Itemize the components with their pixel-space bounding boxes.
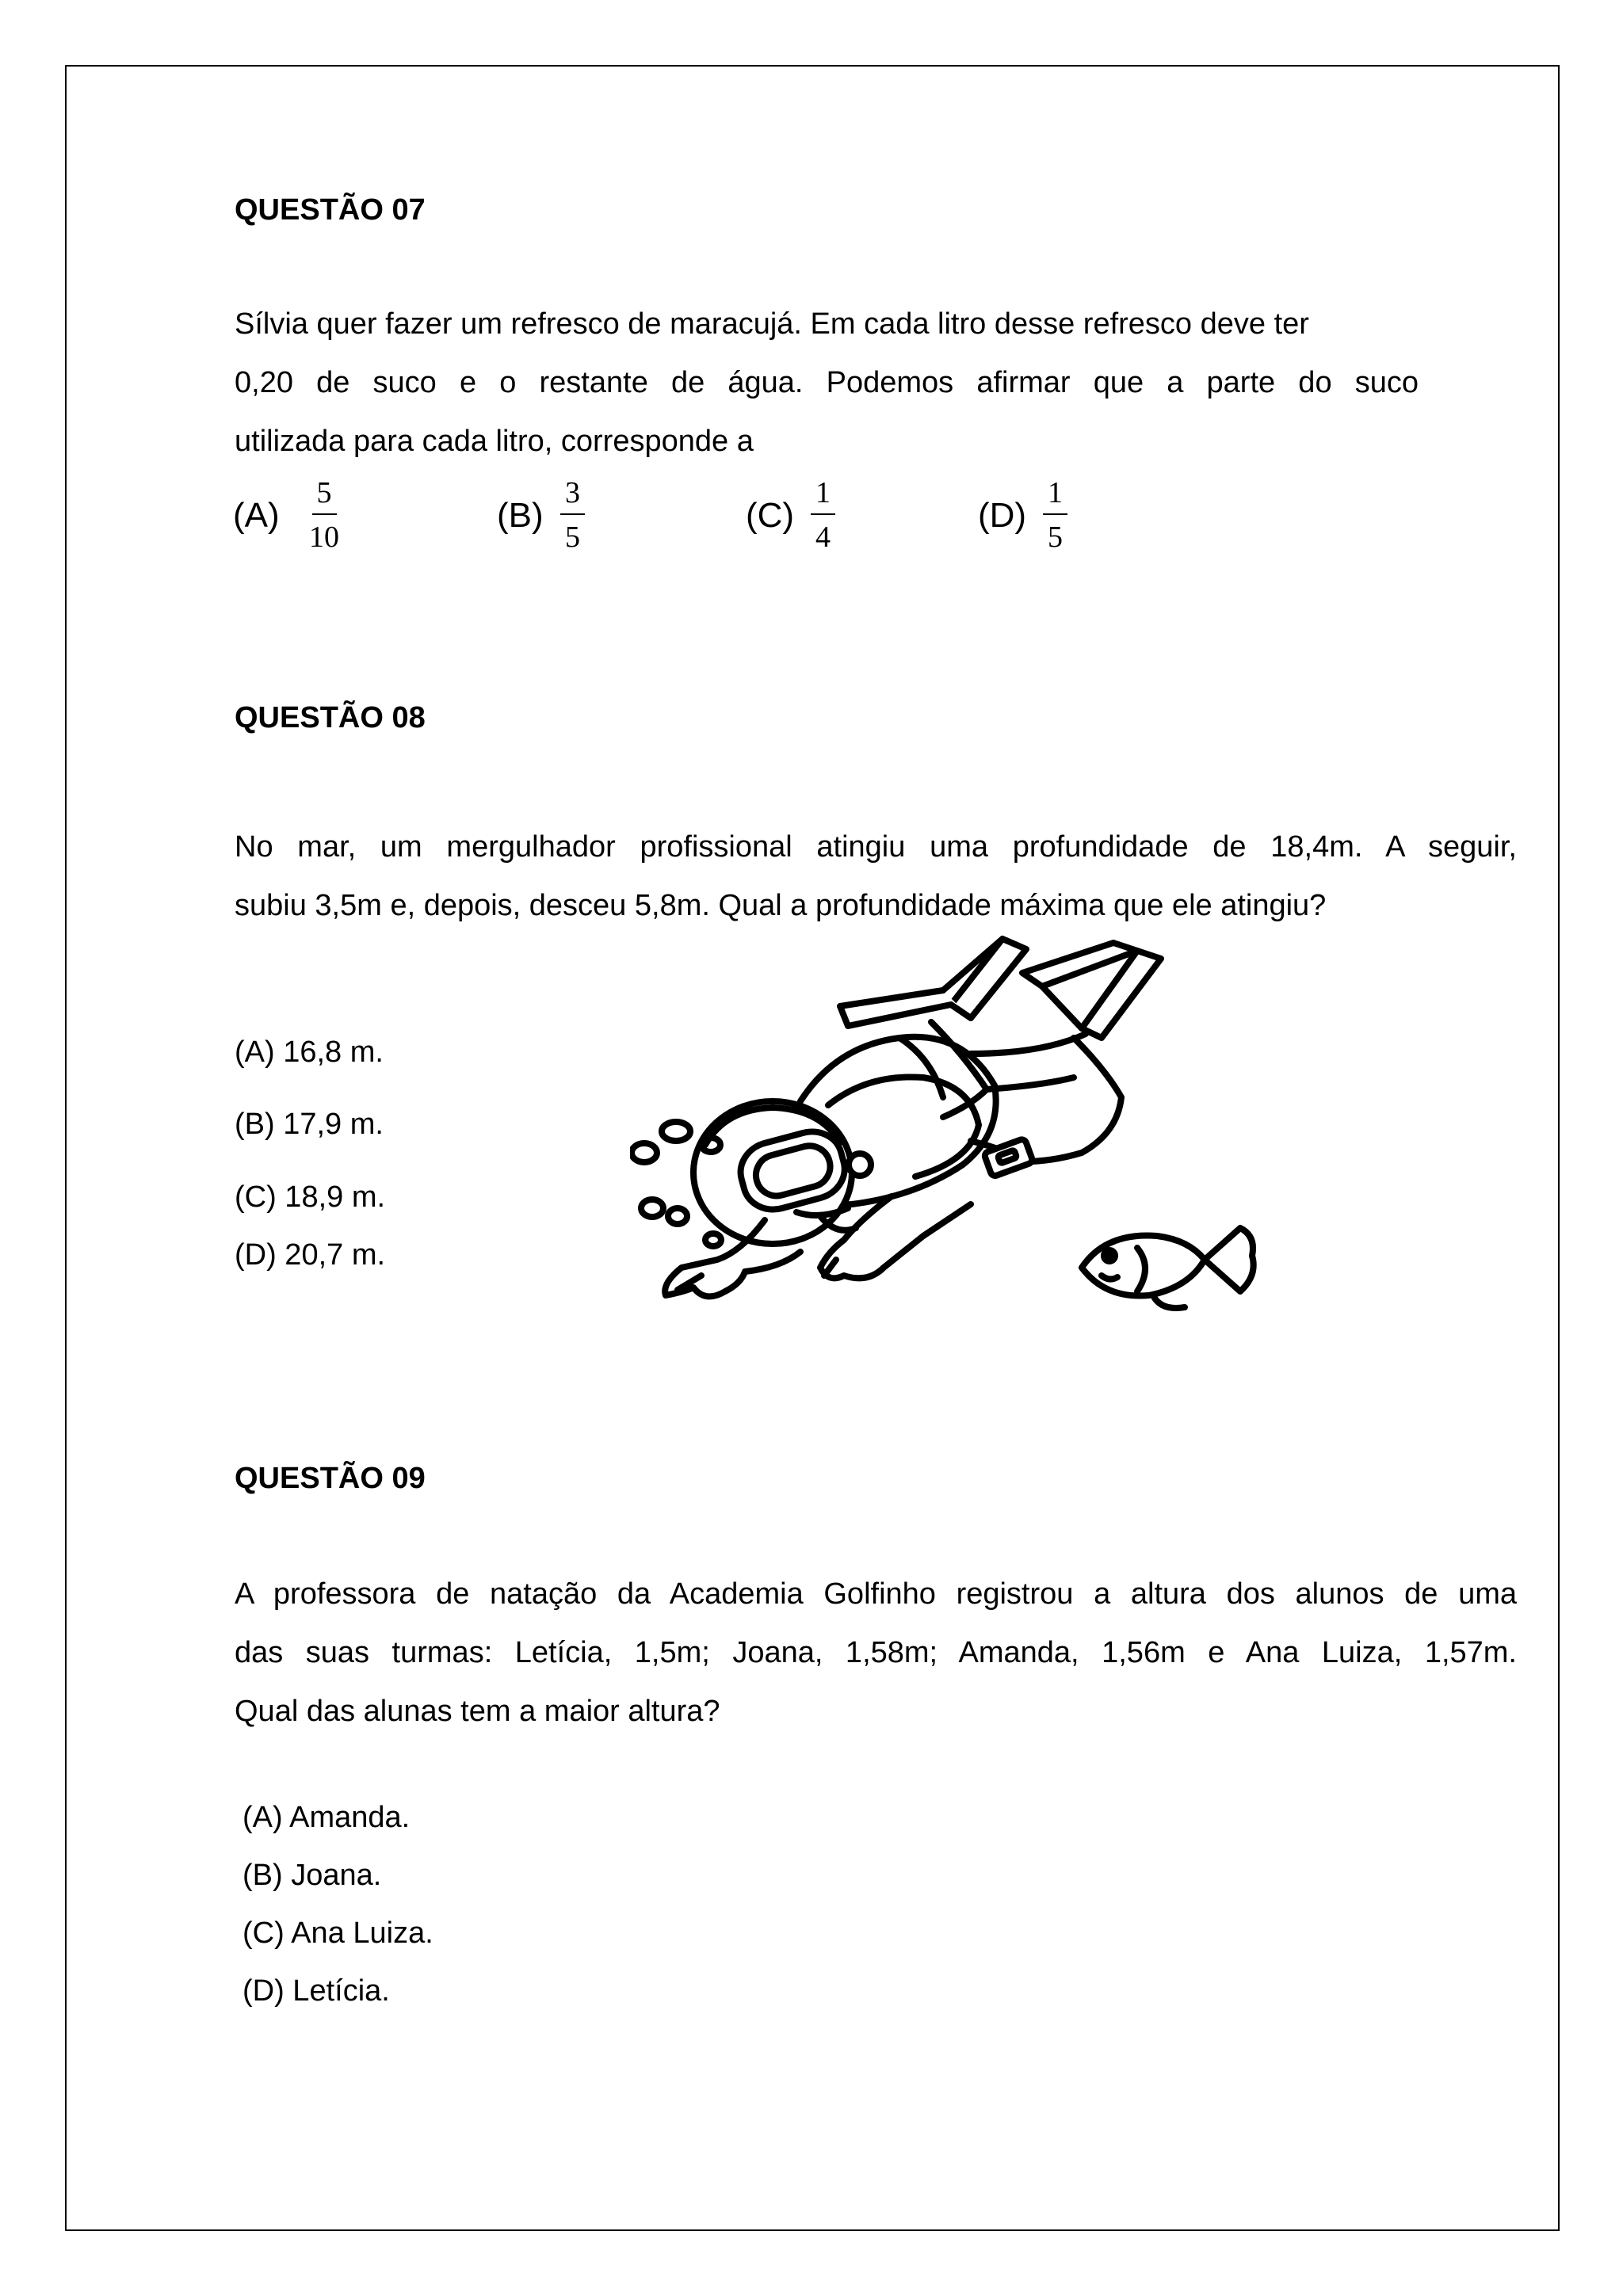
question-09-option-d[interactable]: (D) Letícia. xyxy=(242,1974,390,2008)
question-08-heading: QUESTÃO 08 xyxy=(235,701,426,734)
numerator: 1 xyxy=(811,475,835,515)
question-09-text-line-3: Qual das alunas tem a maior altura? xyxy=(235,1695,720,1728)
question-09-option-a[interactable]: (A) Amanda. xyxy=(242,1801,411,1834)
question-08-option-b[interactable]: (B) 17,9 m. xyxy=(235,1108,384,1141)
diver-head-and-mask xyxy=(693,1101,871,1244)
question-07-text-line-2: 0,20 de suco e o restante de água. Podemos afirmar que a parte do suco xyxy=(235,366,1419,399)
question-09-option-b[interactable]: (B) Joana. xyxy=(242,1859,382,1892)
option-letter: (C) xyxy=(746,496,795,535)
denominator: 4 xyxy=(815,521,831,554)
numerator: 5 xyxy=(312,475,337,515)
diver-fins xyxy=(840,939,1161,1038)
question-09-option-c[interactable]: (C) Ana Luiza. xyxy=(242,1917,433,1950)
fraction xyxy=(304,475,344,555)
question-07-text-line-1: Sílvia quer fazer um refresco de maracujá. Em cada litro desse refresco deve ter xyxy=(235,307,1309,341)
question-08-option-c[interactable]: (C) 18,9 m. xyxy=(235,1180,386,1214)
question-08-text-line-2: subiu 3,5m e, depois, desceu 5,8m. Qual a profundidade máxima que ele atingiu? xyxy=(235,889,1327,922)
fraction xyxy=(811,475,835,555)
question-07-heading: QUESTÃO 07 xyxy=(235,193,426,227)
fraction xyxy=(560,475,585,555)
denominator: 5 xyxy=(565,521,580,554)
denominator: 10 xyxy=(309,521,339,554)
question-09-heading: QUESTÃO 09 xyxy=(235,1462,426,1495)
question-08-option-a[interactable]: (A) 16,8 m. xyxy=(235,1035,384,1069)
question-08-text-line-1: No mar, um mergulhador profissional atingiu uma profundidade de 18,4m. A seguir, xyxy=(235,830,1517,864)
fraction xyxy=(1043,475,1067,555)
question-09-text-line-2: das suas turmas: Letícia, 1,5m; Joana, 1,58m; Amanda, 1,56m e Ana Luiza, 1,57m. xyxy=(235,1636,1517,1669)
denominator: 5 xyxy=(1048,521,1063,554)
question-09-text-line-1: A professora de natação da Academia Golfinho registrou a altura dos alunos de uma xyxy=(235,1577,1517,1611)
numerator: 3 xyxy=(560,475,585,515)
numerator: 1 xyxy=(1043,475,1067,515)
question-08-option-d[interactable]: (D) 20,7 m. xyxy=(235,1238,386,1272)
fish-illustration xyxy=(1082,1228,1254,1308)
option-letter: (B) xyxy=(497,496,544,535)
scuba-diver-illustration xyxy=(630,935,1268,1323)
option-letter: (D) xyxy=(978,496,1027,535)
option-letter: (A) xyxy=(233,496,280,535)
question-07-text-line-3: utilizada para cada litro, corresponde a xyxy=(235,425,754,458)
